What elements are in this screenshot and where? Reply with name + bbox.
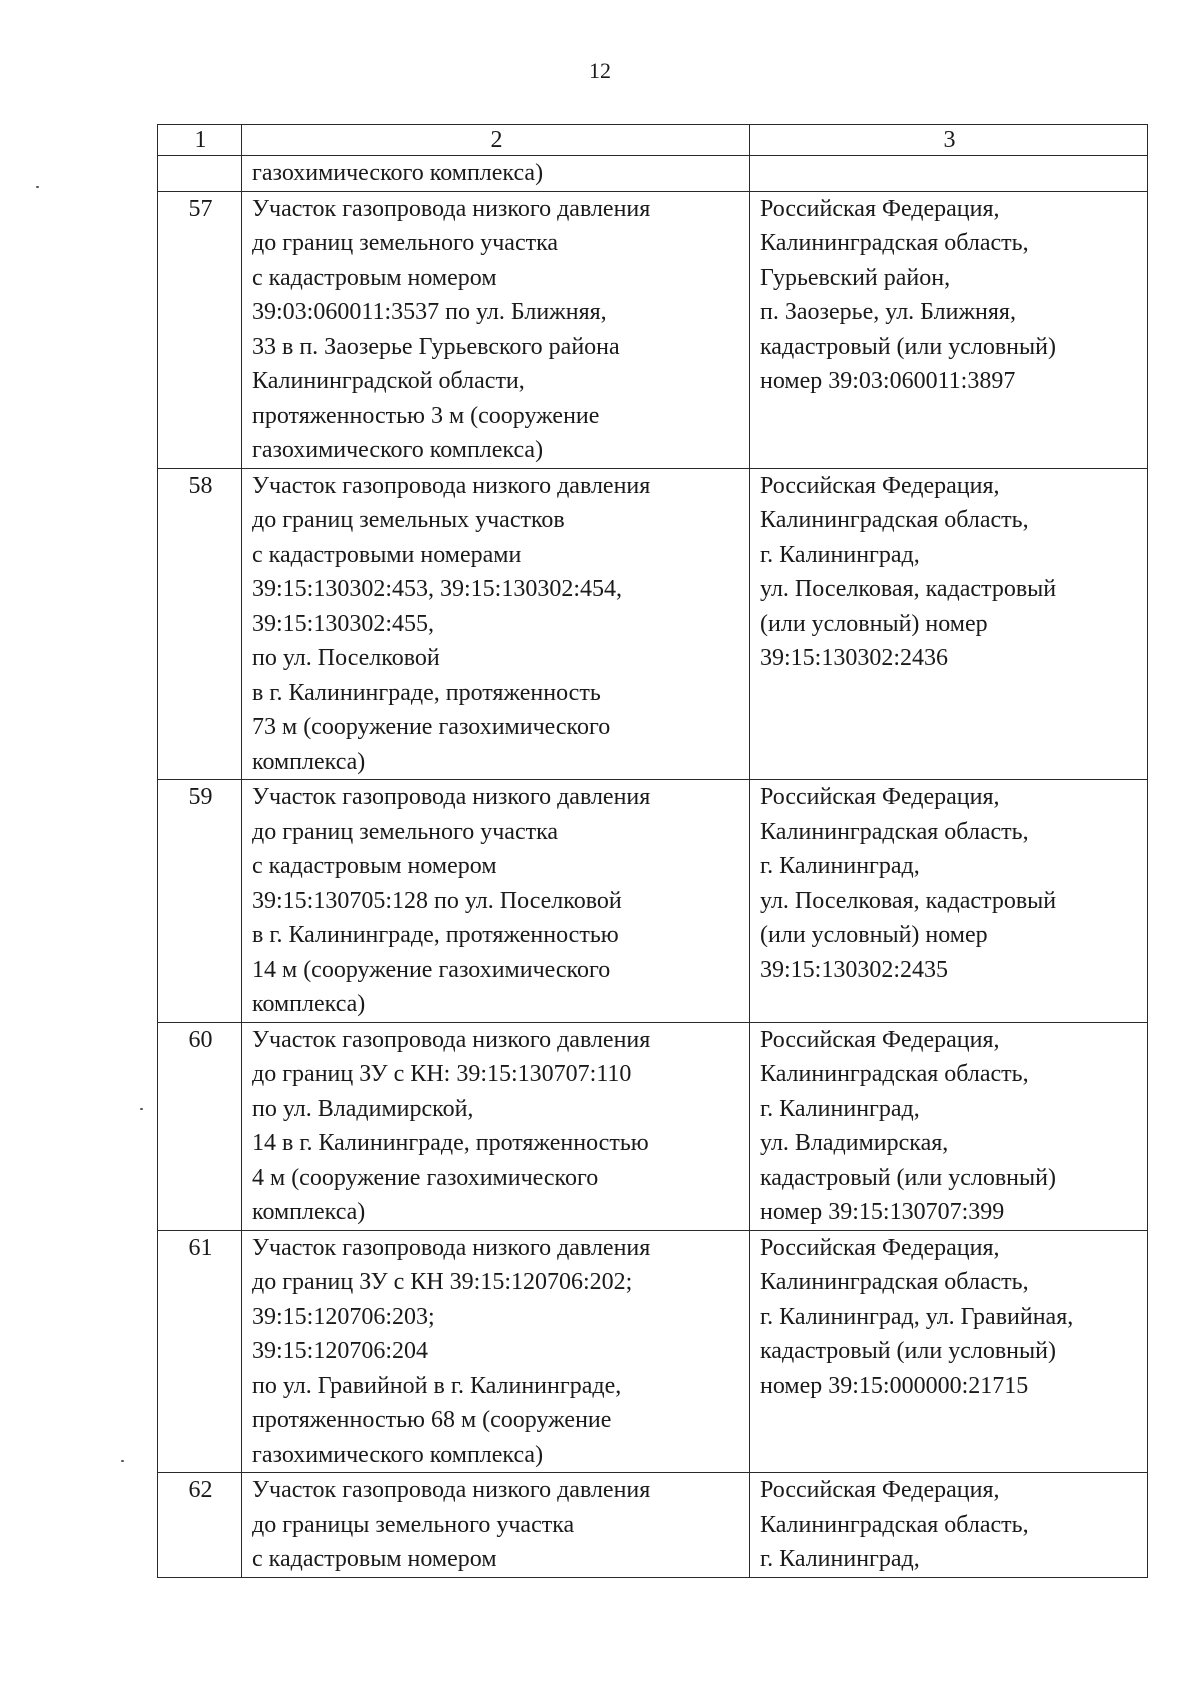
location-line: ул. Владимирская, [760, 1130, 949, 1156]
description-line: газохимического комплекса) [252, 1441, 544, 1468]
description-line: Участок газопровода низкого давления [252, 784, 651, 810]
table-row [158, 156, 1148, 192]
page-number: 12 [589, 58, 611, 83]
location-line: ул. Поселковая, кадастровый [760, 576, 1057, 602]
location-line: г. Калининград, [760, 1546, 920, 1572]
table-row [158, 1473, 1148, 1578]
object-location [750, 1230, 1148, 1473]
table-header-row [158, 125, 1148, 156]
description-line: Калининградской области, [252, 368, 525, 394]
location-line: 39:15:130302:2436 [760, 645, 949, 671]
description-line: 39:15:130705:128 по ул. Поселковой [252, 887, 622, 914]
description-line: по ул. Владимирской, [252, 1095, 474, 1122]
description-line: 14 м (сооружение газохимического [252, 956, 611, 983]
location-line: Российская Федерация, [760, 195, 1000, 222]
header-col-number: 1 [158, 125, 242, 156]
description-line: протяженностью 3 м (сооружение [252, 402, 600, 429]
object-description [242, 780, 750, 1023]
location-line: (или условный) номер [760, 610, 988, 637]
description-line: до границ земельного участка [252, 818, 559, 845]
location-line: ул. Поселковая, кадастровый [760, 887, 1057, 914]
location-line: (или условный) номер [760, 922, 988, 948]
location-line: Калининградская область, [760, 507, 1029, 533]
location-line: номер 39:15:000000:21715 [760, 1372, 1029, 1399]
location-line: г. Калининград, [760, 1095, 920, 1122]
scan-speck [121, 1460, 124, 1462]
description-line: комплекса) [252, 748, 366, 775]
object-location [750, 468, 1148, 780]
description-line: с кадастровым номером [252, 264, 497, 291]
object-description [242, 1230, 750, 1473]
description-line: по ул. Поселковой [252, 645, 440, 671]
description-line: до границы земельного участка [252, 1511, 575, 1538]
row-number: 59 [158, 780, 242, 1023]
description-line: 39:15:130302:455, [252, 610, 435, 637]
header-col-location: 3 [750, 125, 1148, 156]
description-line: в г. Калининграде, протяженность [252, 679, 601, 706]
location-line: номер 39:15:130707:399 [760, 1199, 1005, 1225]
row-number: 62 [158, 1473, 242, 1578]
location-line: г. Калининград, [760, 853, 920, 879]
object-location [750, 1022, 1148, 1230]
description-line: Участок газопровода низкого давления [252, 1234, 651, 1261]
description-line: Участок газопровода низкого давления [252, 195, 651, 222]
location-line: г. Калининград, [760, 541, 920, 568]
description-line: Участок газопровода низкого давления [252, 1477, 651, 1503]
row-number: 58 [158, 468, 242, 780]
description-line: Участок газопровода низкого давления [252, 472, 651, 499]
row-number: 57 [158, 191, 242, 468]
description-line: по ул. Гравийной в г. Калининграде, [252, 1372, 622, 1399]
register-table [157, 124, 1148, 1578]
description-line: с кадастровым номером [252, 853, 497, 879]
location-line: Калининградская область, [760, 230, 1029, 256]
description-line: до границ земельных участков [252, 507, 565, 533]
location-line: кадастровый (или условный) [760, 1338, 1056, 1364]
row-number: 61 [158, 1230, 242, 1473]
scan-speck [140, 1108, 143, 1110]
location-line: Российская Федерация, [760, 784, 1000, 810]
location-line: кадастровый (или условный) [760, 333, 1056, 360]
table-row [158, 1230, 1148, 1473]
row-number: 60 [158, 1022, 242, 1230]
location-line: 39:15:130302:2435 [760, 956, 949, 983]
location-line: Калининградская область, [760, 1061, 1029, 1087]
description-line: 14 в г. Калининграде, протяженностью [252, 1130, 649, 1156]
object-description [242, 468, 750, 780]
description-line: в г. Калининграде, протяженностью [252, 922, 619, 948]
description-line: с кадастровым номером [252, 1546, 497, 1572]
location-line: кадастровый (или условный) [760, 1164, 1056, 1191]
description-line: 39:15:120706:203; [252, 1303, 435, 1330]
scan-speck [36, 186, 39, 188]
location-line: Калининградская область, [760, 1269, 1029, 1295]
description-line: 33 в п. Заозерье Гурьевского района [252, 333, 620, 360]
description-line: до границ ЗУ с КН: 39:15:130707:110 [252, 1061, 632, 1087]
description-line: 39:15:120706:204 [252, 1338, 429, 1364]
object-description [242, 191, 750, 468]
object-location [750, 1473, 1148, 1578]
description-line: 39:15:130302:453, 39:15:130302:454, [252, 576, 623, 602]
description-line: газохимического комплекса) [252, 437, 544, 463]
location-line: Калининградская область, [760, 1511, 1029, 1538]
row-number [158, 156, 242, 192]
description-line: с кадастровыми номерами [252, 541, 522, 568]
object-location [750, 191, 1148, 468]
description-line: Участок газопровода низкого давления [252, 1026, 651, 1053]
object-description [242, 1022, 750, 1230]
table-row [158, 1022, 1148, 1230]
location-line: Российская Федерация, [760, 1477, 1000, 1503]
description-line: до границ ЗУ с КН 39:15:120706:202; [252, 1269, 633, 1295]
description-line: комплекса) [252, 1199, 366, 1225]
object-location [750, 780, 1148, 1023]
description-line: 39:03:060011:3537 по ул. Ближняя, [252, 299, 607, 325]
location-line: Гурьевский район, [760, 264, 951, 291]
location-line: номер 39:03:060011:3897 [760, 368, 1016, 394]
location-line: п. Заозерье, ул. Ближняя, [760, 299, 1016, 325]
header-col-description: 2 [242, 125, 750, 156]
description-line: комплекса) [252, 991, 366, 1017]
location-line: Российская Федерация, [760, 1234, 1000, 1261]
object-location [750, 156, 1148, 192]
table-row [158, 191, 1148, 468]
location-line: г. Калининград, ул. Гравийная, [760, 1303, 1074, 1330]
table-row [158, 468, 1148, 780]
location-line: Российская Федерация, [760, 1026, 1000, 1053]
object-description [242, 156, 750, 192]
description-line: газохимического комплекса) [252, 160, 544, 186]
description-line: 73 м (сооружение газохимического [252, 714, 611, 740]
description-line: до границ земельного участка [252, 230, 559, 256]
object-description [242, 1473, 750, 1578]
location-line: Калининградская область, [760, 818, 1029, 845]
table-row [158, 780, 1148, 1023]
description-line: 4 м (сооружение газохимического [252, 1164, 599, 1191]
description-line: протяженностью 68 м (сооружение [252, 1407, 612, 1433]
location-line: Российская Федерация, [760, 472, 1000, 499]
